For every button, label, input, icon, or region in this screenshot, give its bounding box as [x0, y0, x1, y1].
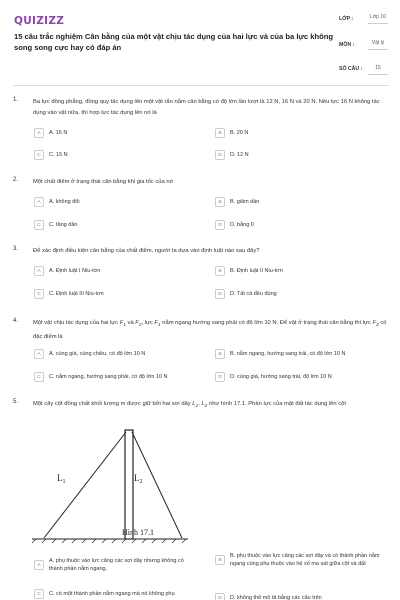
option-letter: D — [215, 593, 225, 600]
option-b[interactable] — [215, 266, 283, 276]
option-a[interactable] — [34, 128, 67, 138]
option-text: C. nằm ngang, hướng sang phải, có độ lớn 10 N — [49, 374, 168, 380]
question-text: Để xác định điều kiện cân bằng của chất điểm, người ta dựa vào định luật nào sau đây? — [33, 248, 260, 254]
option-text: B. Định luật II Niu-tơn — [230, 268, 283, 274]
option-letter: C — [34, 220, 44, 230]
option-b[interactable] — [215, 128, 248, 138]
document-header — [0, 0, 400, 78]
question-text-part: Một cây cột đồng chất khối lượng m được giữ bởi hai sợi dây — [33, 401, 193, 407]
force-symbol-f2: $F_2$ — [372, 320, 379, 329]
option-d[interactable] — [215, 220, 254, 230]
label-l1: $L_1$ — [57, 473, 66, 485]
force-symbol-f1: $F_1$ — [119, 320, 126, 329]
option-letter: C — [34, 150, 44, 160]
header-divider — [13, 85, 389, 86]
force-symbol-f1: $F_1$ — [154, 320, 161, 329]
option-letter: B — [215, 555, 225, 565]
question-text-part: Một vật chịu tác dụng của hai lực — [33, 320, 120, 326]
option-text: B. phụ thuộc vào lực căng các sợi dây và có thành phần nằm ngang cùng phụ thuộc vào hệ số ma sát giữa cột và đất — [230, 553, 380, 567]
question-number: 1. — [13, 97, 19, 103]
option-letter: C — [34, 289, 44, 299]
option-text: D. bằng 0 — [230, 222, 254, 228]
option-letter: D — [215, 220, 225, 230]
question-text-part: , — [198, 401, 202, 407]
option-c[interactable] — [34, 372, 168, 382]
option-d[interactable] — [215, 372, 332, 382]
option-text: A. 16 N — [49, 130, 68, 136]
question-number: 2. — [13, 177, 19, 183]
pole — [125, 430, 133, 539]
option-b[interactable] — [215, 197, 259, 207]
option-letter: D — [215, 150, 225, 160]
subject-label: MÔN : — [339, 42, 355, 48]
option-letter: A — [34, 266, 44, 276]
option-text: C. 15 N — [49, 152, 68, 158]
option-c[interactable] — [34, 150, 68, 160]
option-letter: B — [215, 128, 225, 138]
option-letter: A — [34, 197, 44, 207]
option-text: A. phụ thuộc vào lực căng các sợi dây nhưng không có thành phần nằm ngang. — [49, 558, 184, 572]
question-text-part: có đặc điểm là — [33, 320, 387, 340]
option-a[interactable] — [34, 557, 199, 573]
rope-l1 — [44, 432, 126, 538]
option-text: A. cùng giá, cùng chiều, có độ lớn 10 N — [49, 351, 146, 357]
question-count-value: 15 — [368, 65, 388, 75]
option-letter: B — [215, 266, 225, 276]
option-text: C. Định luật III Niu-tơn — [49, 291, 104, 297]
option-text: D. không thể mô tả bằng các câu trên — [230, 595, 322, 600]
option-letter: C — [34, 372, 44, 382]
question-count-label: SỐ CÂU : — [339, 66, 363, 72]
rope-l2 — [132, 432, 182, 538]
option-text: D. cùng giá, hướng sang trái, độ lớn 10 N — [230, 374, 332, 380]
option-b[interactable] — [215, 552, 390, 568]
option-text: B. nằm ngang, hướng sang trái, có độ lớn 10 N — [230, 351, 346, 357]
question-text — [33, 399, 389, 413]
rope-symbol-l1: $L_1$ — [192, 401, 199, 410]
figure-pole-with-ropes — [30, 426, 190, 544]
rope-symbol-l2: $L_2$ — [201, 401, 208, 410]
option-text: A. không đổi — [49, 199, 80, 205]
option-a[interactable] — [34, 197, 80, 207]
question-text-part: nằm ngang hướng sang phải có độ lớn 10 N. Để vật ở trạng thái cân bằng thì lực — [160, 320, 373, 326]
option-text: D. 12 N — [230, 152, 249, 158]
option-text: C. tăng dần — [49, 222, 78, 228]
force-symbol-f2: $F_2$ — [135, 320, 142, 329]
option-letter: D — [215, 289, 225, 299]
option-b[interactable] — [215, 349, 345, 359]
option-d[interactable] — [215, 289, 277, 299]
option-text: B. 20 N — [230, 130, 249, 136]
option-a[interactable] — [34, 266, 100, 276]
option-letter: A — [34, 128, 44, 138]
question-number: 3. — [13, 246, 19, 252]
question-text: Ba lực đồng phẳng, đồng quy tác dụng lên một vật rắn nằm cân bằng có độ lớn lần lượt là 12 N, 16 N và 20 N. Nếu lực 16 N không tác dụng vào vật nữa, thì hợp lực tác dụng lên nó là — [33, 99, 380, 116]
question-text-part: , lực — [141, 320, 155, 326]
option-c[interactable] — [34, 589, 209, 599]
option-d[interactable] — [215, 593, 390, 600]
option-letter: A — [34, 349, 44, 359]
option-d[interactable] — [215, 150, 249, 160]
option-text: A. Định luật I Niu-tơn — [49, 268, 101, 274]
ground-hatching — [32, 539, 186, 543]
question-text — [33, 318, 389, 342]
option-text: C. có một thành phần nằm ngang mà nó không phụ — [49, 591, 175, 597]
option-text: B. giảm dần — [230, 199, 260, 205]
option-text: D. Tất cả đều đúng — [230, 291, 277, 297]
option-letter: D — [215, 372, 225, 382]
question-number: 4. — [13, 318, 19, 324]
option-letter: C — [34, 589, 44, 599]
question-number: 5. — [13, 399, 19, 405]
class-value: Lớp 10 — [368, 14, 388, 24]
document-title: 15 câu trắc nghiệm Cân bằng của một vật chịu tác dụng của hai lực và của ba lực không song song cực hay có đáp án — [14, 32, 334, 52]
option-letter: B — [215, 197, 225, 207]
class-label: LỚP : — [339, 16, 354, 22]
figure-caption: Hình 17.1 — [122, 528, 154, 537]
label-l2: $L_2$ — [134, 473, 143, 485]
subject-value: Vật lý — [368, 40, 388, 50]
option-c[interactable] — [34, 220, 77, 230]
option-c[interactable] — [34, 289, 104, 299]
question-text-part: và — [125, 320, 136, 326]
option-letter: A — [34, 560, 44, 570]
quizizz-logo[interactable]: QUIZIZZ — [14, 15, 65, 27]
question-text: Một chất điểm ở trạng thái cân bằng khi gia tốc của nó — [33, 179, 173, 185]
option-a[interactable] — [34, 349, 145, 359]
question-text-part: như hình 17.1. Phản lực của mặt đất tác dụng lên cột — [207, 401, 346, 407]
option-letter: B — [215, 349, 225, 359]
